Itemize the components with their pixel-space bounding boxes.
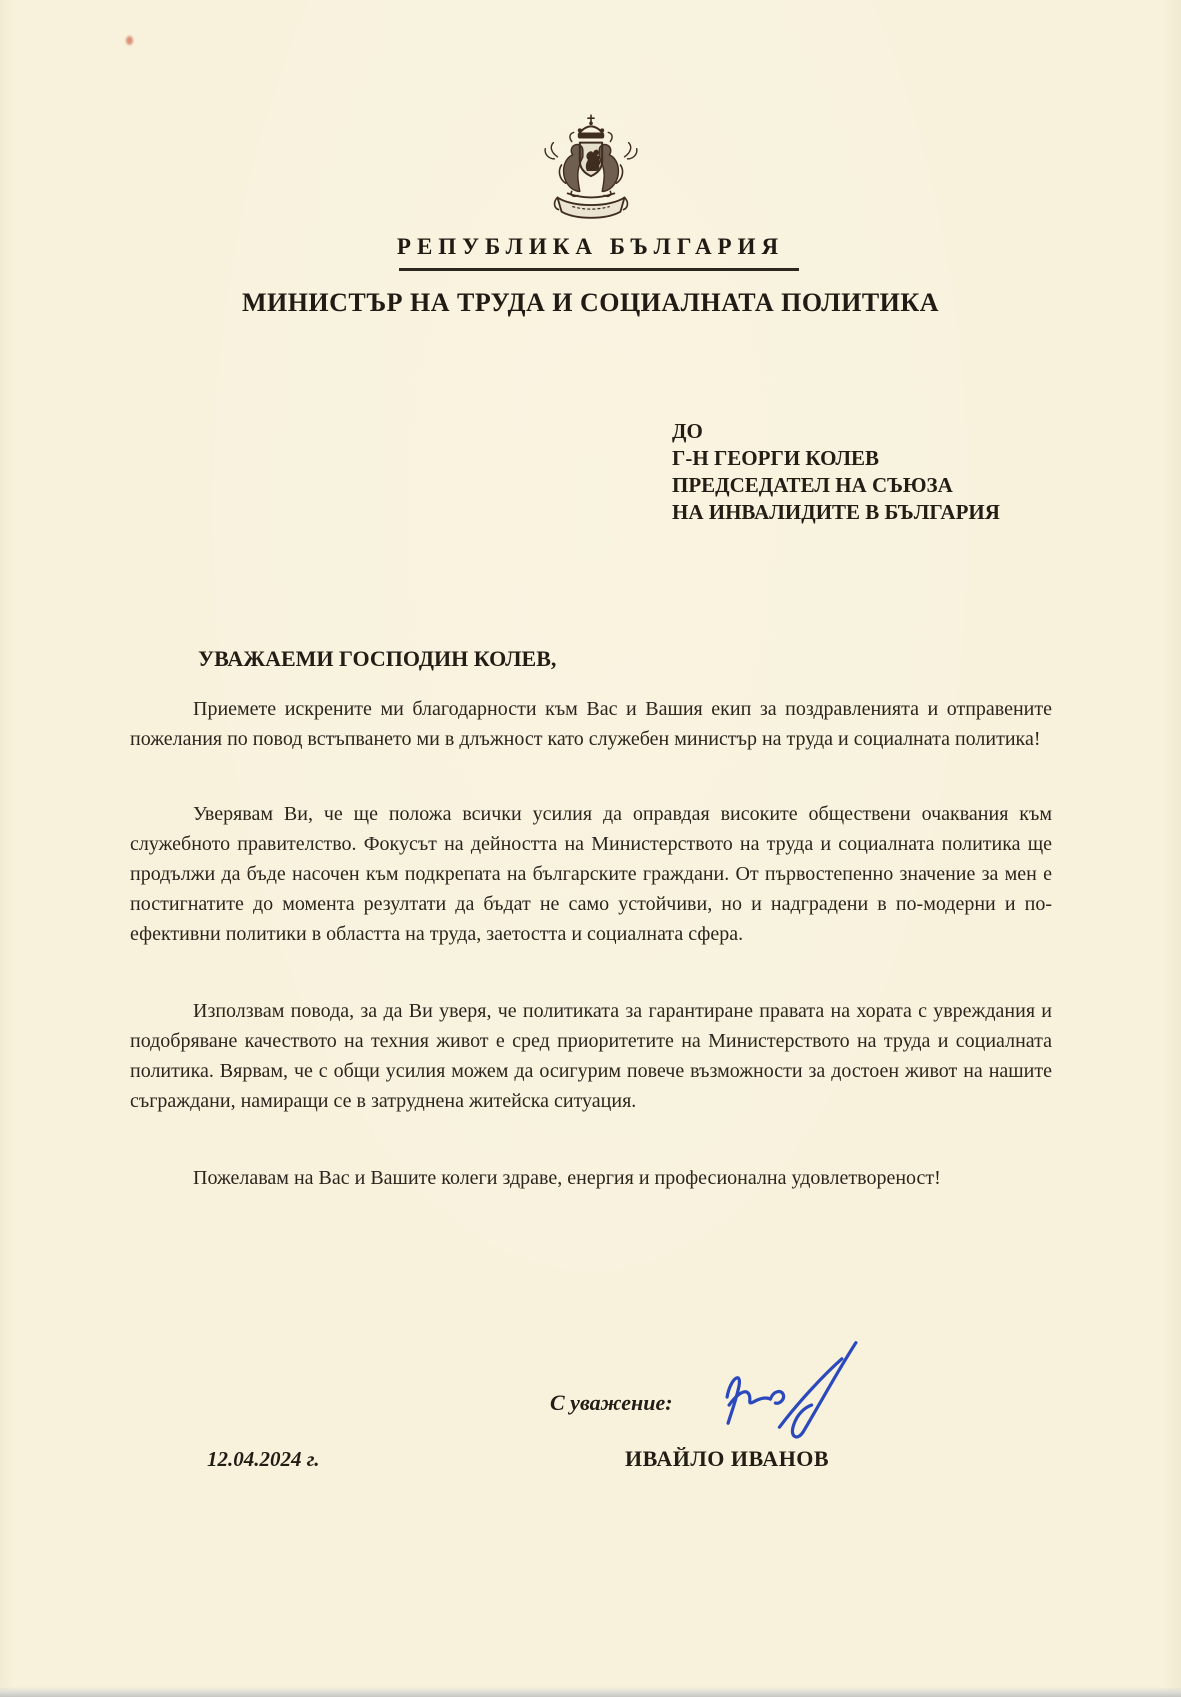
recipient-line-name: Г-Н ГЕОРГИ КОЛЕВ: [672, 446, 880, 470]
recipient-line-to: ДО: [672, 419, 703, 443]
recipient-block: [672, 418, 1000, 526]
body-paragraph-1: Приемете искрените ми благодарности към Вас и Вашия екип за поздравленията и отправените пожелания по повод встъпването ми в длъжност като служебен министър на труда и социалната политика!: [130, 698, 1052, 750]
recipient-line-org: НА ИНВАЛИДИТЕ В БЪЛГАРИЯ: [672, 500, 1000, 524]
title-divider: [399, 268, 799, 271]
body-paragraph-2: Уверявам Ви, че ще положа всички усилия да оправдая високите обществени очаквания към служебното правителство. Фокусът на дейността на Министерството на труда и социалната политика ще продължи да бъде насочен към подкрепата на българските граждани. От първостепенно значение за мен е постигнатите до момента резултати да бъдат не само устойчиви, но и надградени в по-модерни и по-ефективни политики в областта на труда, заетостта и социалната сфера.: [130, 803, 1052, 945]
bulgarian-coat-of-arms-icon: [527, 112, 655, 224]
body-paragraph-3: Използвам повода, за да Ви уверя, че политиката за гарантиране правата на хората с увреждания и подобряване качеството на техния живот е сред приоритетите на Министерството на труда и социалната политика. Вярвам, че с общи усилия можем да осигурим повече възможности за достоен живот на нашите съграждани, намиращи се в затруднена житейска ситуация.: [130, 1000, 1052, 1112]
salutation: УВАЖАЕМИ ГОСПОДИН КОЛЕВ,: [198, 646, 557, 671]
republic-title: РЕПУБЛИКА БЪЛГАРИЯ: [396, 234, 785, 259]
ministry-title: МИНИСТЪР НА ТРУДА И СОЦИАЛНАТА ПОЛИТИКА: [241, 288, 940, 317]
scan-bottom-edge: [0, 1687, 1181, 1697]
recipient-line-title: ПРЕДСЕДАТЕЛ НА СЪЮЗА: [672, 473, 953, 497]
handwritten-signature-icon: [713, 1336, 869, 1450]
signatory-name: ИВАЙЛО ИВАНОВ: [625, 1446, 830, 1471]
letter-date: 12.04.2024 г.: [207, 1447, 320, 1471]
scan-speck: [126, 36, 133, 45]
valediction: С уважение:: [550, 1390, 673, 1415]
body-paragraph-4: Пожелавам на Вас и Вашите колеги здраве, енергия и професионална удовлетвореност!: [193, 1167, 941, 1189]
